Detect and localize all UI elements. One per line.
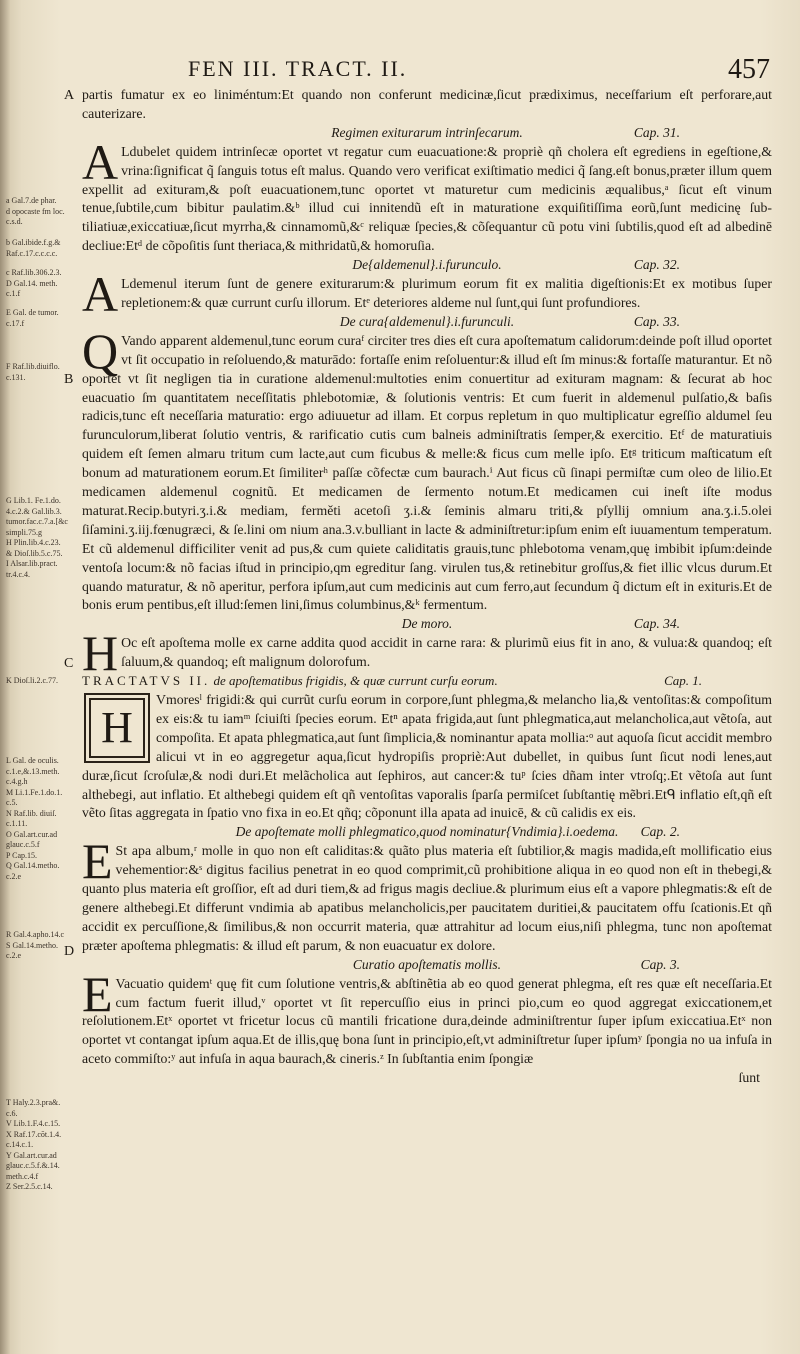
ornamental-initial: H [84,693,150,763]
paragraph-text: Oc eſt apoſtema molle ex carne addita quod accidit in carne rara: & plurimũ eius fit in ano, & vulua:& quandoq; eſt ſaluum,& quandoq; eſt malignum dolorofum. [121,635,772,670]
running-head [180,56,780,90]
drop-cap: Q [82,322,119,379]
section-letter-c: C [64,656,74,671]
chapter-number: Cap. 31. [633,124,680,140]
running-title: FEN III. TRACT. II. [188,56,408,81]
chapter-title: De moro. [401,616,453,632]
paragraph-text: Ldemenul iterum ſunt de genere exiturarum:& plurimum eorum fit ex malitia digeſtionis:Et ex motibus ſuper repletionem:& quæ currunt curſu illorum. Etᵉ deteriores aldeme nul ſunt,qui ſunt profundiores. [121,276,772,310]
chapter-number: Cap. 3. [640,956,680,972]
chapter-title: Regimen exiturarum intrinſecarum. [331,124,523,140]
paragraph-text: Ldubelet quidem intrinſecæ oportet vt regatur cum euacuatione:& propriè qñ cholera eſt egrediens in egeſtione,& vrina:ſignificat q̃ ſanguis totus eſt malus. Quando vero verificat exiſtimatio medici q̃ ſang.eſt bonus,præter illum quem expellit ad exituram,& poſt euacuationem,tunc oportet vt maturetur cum medicinis æqualibus,ᵃ ſicut eſt vinum tenue,ſubtile,cum bibitur paulatim.&ᵇ illud cui innitendũ eſt in maturatione exquiſitiſſima eorũ,ſunt medicinę ſubtiliatiuæ,exiccatiuæ,ſicut myrrha,& cinnamomũ,&ᶜ reliquæ ſpecies,& cõſequantur cũ potu vini ſubtilis,quod eſt ad albedinē decliue:Etᵈ de cõpoſitis ſunt theriaca,& mithridatũ,& homoruſia. [82,143,772,254]
margin-note: F Raf.lib.diuiflo. c.131. [6,362,60,382]
margin-note: L Gal. de oculis. c.1.e,&.13.meth. c.4.g.h M Li.1.Fe.1.do.1. c.5. N Raf.lib. diuiſ. c.1.11. O Gal.art.cur.ad glauc.c.5.f P Cap.15. Q Gal.14.metho. c.2.e [6,756,63,881]
chapter-heading [82,615,772,634]
margin-note: c Raf.lib.306.2.3. D Gal.14. meth. c.1.f [6,268,62,298]
chapter-title: De cura{aldemenul}.i.furunculi. [339,313,515,329]
drop-cap: A [82,266,119,323]
margin-note: a Gal.7.de phar. d opocaste fm loc. c.s.d. [6,196,65,226]
main-text-column [82,86,772,1088]
paragraph [82,133,772,256]
paragraph-text: Vacuatio quidemᵗ quę fit cum ſolutione ventris,& abſtinẽtia ab eo quod generat phlegma, eſt res quæ eſt neceſſaria.Et cum factum fuerit illud,ᵛ oportet vt ſit repercuſſio eius in princi pio,cum eo quod aggregat exiccationem,et reſolutionem.Etˣ oportet vt fricetur locus cũ mantili fricatione dura,deinde adminiſtrentur ſuper ipſum exiccatiua.Etˣ non oportet vt contangat ipſum aqua.Et de illis,quę bona ſunt in principio,eſt,vt adminiſtretur ſuper ipſumʸ ſpongia no ua infuſa in aceto commiſto:ʸ aut infuſa in aqua baurach,& cineris.ᶻ In ſubſtantia enim ſpongiæ [82,975,772,1067]
chapter-title: De apoſtemate molli phlegmatico,quod nominatur{Vndimia}.i.oedema. [235,824,619,840]
paragraph [82,322,772,616]
chapter-heading [82,124,772,143]
paragraph [82,965,772,1070]
tractate-title: de apoſtematibus frigidis, & quæ currunt curſu eorum. [213,673,498,689]
margin-note: T Haly.2.3.pra&. c.6. V Lib.1.F.4.c.15. X Raf.17.cōt.1.4. c.14.c.1. Y Gal.art.cur.ad glauc.c.5.f.&.14. meth.c.4.f Z Ser.2.5.c.14. [6,1098,62,1191]
margin-note: b Gal.ibide.f.g.& Raf.c.17.c.c.c.c. [6,238,61,258]
chapter-heading [82,313,772,332]
chapter-heading [82,823,772,842]
chapter-heading [82,956,772,975]
paragraph: partis fumatur ex eo liniméntum:Et quando non conferunt medicinæ,ſicut prædiximus, neceſfarium eſt perforare,aut cauterizare. [82,87,772,121]
paragraph [82,833,772,955]
tractate-heading [82,672,772,691]
margin-note: R Gal.4.apho.14.c S Gal.14.metho. c.2.e [6,930,64,960]
chapter-number: Cap. 32. [633,257,680,273]
chapter-number: Cap. 1. [664,673,702,689]
drop-cap: E [82,965,113,1022]
chapter-number: Cap. 34. [633,616,680,632]
catchword: ſunt [738,1070,760,1086]
drop-cap: H [82,625,119,682]
paragraph [82,691,772,823]
drop-cap: A [82,133,119,190]
chapter-title: Curatio apoſtematis mollis. [352,956,502,972]
section-letter-b: B [64,372,74,387]
margin-note: E Gal. de tumor. c.17.f [6,308,59,328]
section-letter-d: D [64,944,75,959]
page-number: 457 [728,54,770,85]
drop-cap: E [82,833,113,890]
chapter-heading [82,256,772,275]
paragraph-text: Vmoresˡ frigidi:& qui currũt curſu eorum in corpore,ſunt phlegma,& melancho lia,& ventoſitas:& compoſitum ex eis:& tu iamᵐ ſciuiſti ſpecies eorum. Etⁿ apata frigida,aut ſunt phlegmatica,aut melancholica,aut vẽtoſa, aut compoſita. Et apata phlegmatica,aut ſunt ſimplicia,& nominantur apata mollia:ᵒ aut aquoſa ſicut accidit membro alicui vt in eo aggregetur aqua,ſicut hydropiſis propriè:Aut dubellet, in quibus ſunt ſicut nodi lenes,aut duræ,ſicut ſcroſulæ,& nodi duri.Et melãcholica aut ſephiros, aut cancer:& tuᵖ ſcies dñam inter vtroſq;.Et vẽtoſa aut ſunt althebegi, aut inflatio. Et althebegi quidem eſt qñ ventoſitas vaporalis ſparſa permiſcet ſubſtantię mẽbri.Etᑫ inflatio eſt,qñ eſt vẽto ſitas aggregata in ſpatio vno fixa in eo.Et qñq; cõponunt illa apata ad inuicē, & cũ calidis ex eis. [82,692,772,821]
chapter-number: Cap. 33. [633,313,680,329]
tractate-label: TRACTATVS II. [82,673,211,689]
paragraph-text: Vando apparent aldemenul,tunc eorum curaᶠ circiter tres dies eſt cura apoſtematum calidorum:deinde poſt illud oportet vt ſit occupatio in reſoluendo,& maturādo: fortaſſe enim reſoluentur:& illud eſt ſm minus:& fortaſſe maturantur. Et nõ oportet vt ſit negligen tia in curatione aldemenul:multoties enim conuertitur ad exituram magnam: & ſecurat ab hoc euacuatio ſm quantitatem neceſſitatis phlebotomiæ, & ſolutionis ventris: Et cum fuerit in aldemenul pulſatio,& baſis radicis,tunc eſt neceſſaria maturatio: ergo adiuuetur ad illam. Et corpus repletum in quo multiplicatur egreſſio aldumel ſeu furunculorum,liberat ſolutio ventris, & rarificatio cutis cum balneis adminiſtratis ſemper,& exercitio. Etᶠ de maturatiuis quidem eſt ſemen almaru tritum cum lacte,aut cum ficubus & melle:& ficus cum melle ipſo. Etᵍ triticum maſticatum eſt bonum ad maturationem eorum.Et ſimiliterʰ paſſæ cõfectæ cum baurach.ⁱ Aut ficus cũ ſinapi permiſtæ cum oleo de lilio.Et medicamen aldemenul cognitũ. Et medicamen de ſermento notum.Et medicamen cui ineſt iſte modus maturat.Recip.butyri.ʒ.i.& mediam, ferměti acetoſi ʒ.i.& ſeminis almaru triti,& pſyllij omnium ana.ʒ.i.5.olei ſiſamini.ʒ.iij.fœnugræci, & ſe.lini om nium ana.3.v.bulliant in lacte & adminiſtretur:ipſum enim eſt iuuamentum temperatum. Et cũ aldemenul difficiliter venit ad pus,& cum quiete caliditatis grauis,tunc phlebotoma venam,quę imbibit ipſum:deinde ventoſa locum:& nõ facias iſtud in principio,qm egreditur ſang. virulen tus,& retinebitur groſſus,& fiet illic vlcus durum.Et quando maturatur, & nõ aperitur, perfora ipſum,aut cum medicinis aut cum ferro,aut ſecundum q̃ dictum eſt in exituris.Et de bonis erum pentibus,eſt illud:ſemen lini,ſimus columbinus,&ᵏ fermentum. [82,332,772,613]
paragraph-text: St apa album,ʳ molle in quo non eſt caliditas:& quãto plus materia eſt ſubtilior,& magis madida,eſt mollificatio eius vehementior:&ˢ digitus facilius penetrat in eo quod comprimit,cũ prohibitione aliqua in eo quod non eſt in thebegi,& quanto plus materia eſt groſſior, eſt ad duri tiem,& ad frigus magis decliue.& plurimum eius eſt a vapore phlegmatis:& eſt de genere althebegi.Et differunt vndimia ab apatibus melancholicis,per paucitatem duritiei,& paucitatem offu ſcationis.Et qñ accidit ex percuſſione,& ſimilibus,& non occurrit materia, quæ attrahitur ad locum eius,niſi phlegma, tunc non apoſtemat præter apoſtema phlegmatis: & illud eſt parum, & non euacuatur ex dolore. [82,843,772,953]
chapter-title: De{aldemenul}.i.furunculo. [352,257,502,273]
section-letter-a: A [64,88,75,103]
margin-note: K Dioſ.li.2.c.77. [6,676,58,685]
chapter-number: Cap. 2. [640,824,680,840]
margin-note: G Lib.1. Fe.1.do. 4.c.2.& Gal.lib.3. tumor.fac.c.7.a.[&c simpli.75.g H Plin.lib.4.c.23. & Dioſ.lib.5.c.75. I Alsar.lib.pract. tr.4.c.4. [6,496,68,579]
